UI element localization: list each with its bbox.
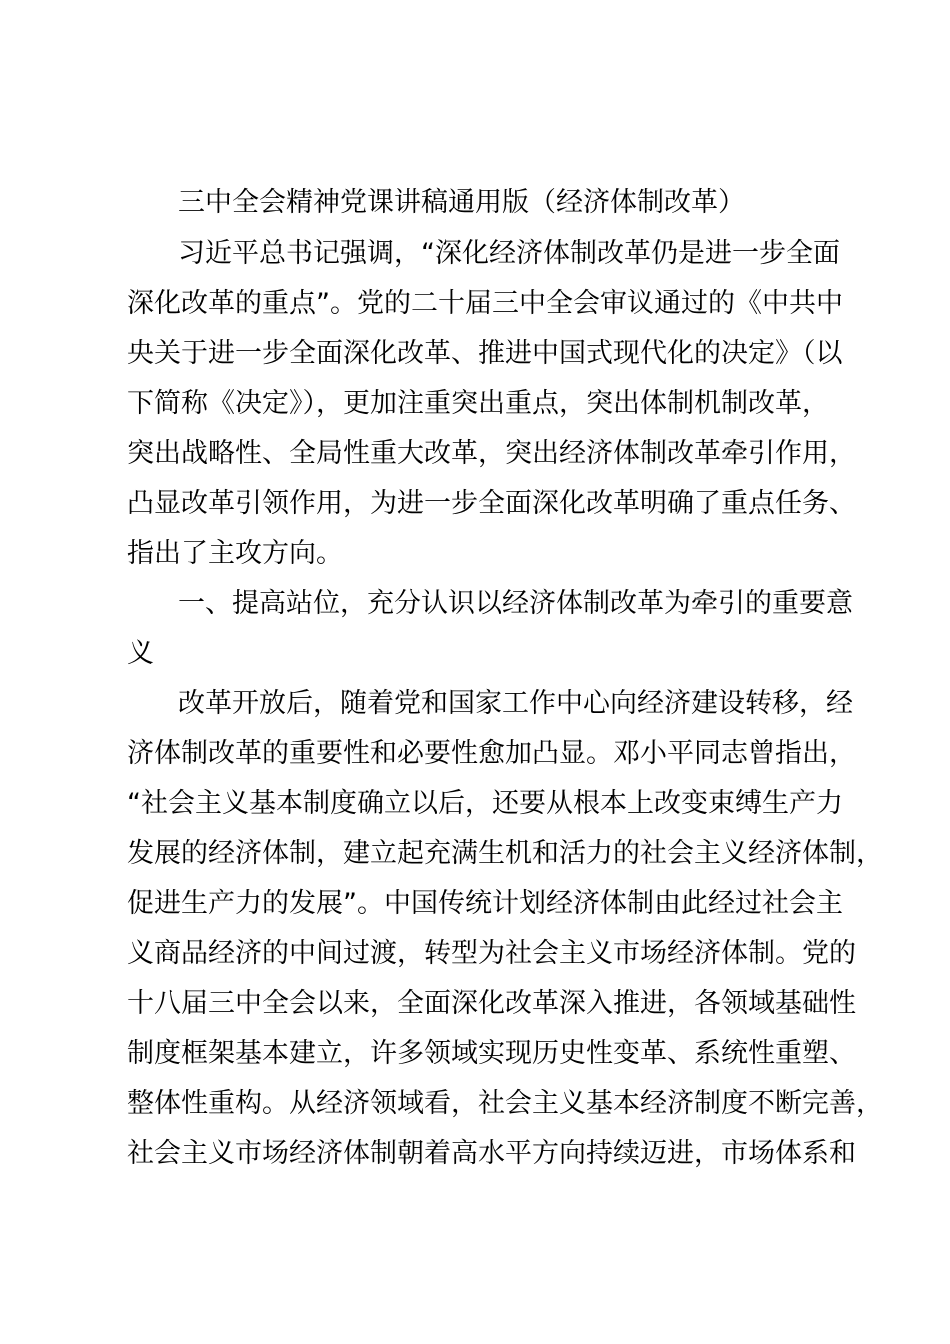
paragraph-line: 促进生产力的发展”。中国传统计划经济体制由此经过社会主 — [127, 888, 843, 919]
paragraph-line: 十八届三中全会以来，全面深化改革深入推进，各领域基础性 — [127, 988, 856, 1019]
paragraph-line: 下简称《决定》），更加注重突出重点，突出体制机制改革， — [127, 388, 829, 419]
paragraph-line: 济体制改革的重要性和必要性愈加凸显。邓小平同志曾指出， — [127, 738, 856, 769]
paragraph-line: 指出了主攻方向。 — [127, 538, 343, 569]
paragraph-line: 央关于进一步全面深化改革、推进中国式现代化的决定》（以 — [127, 338, 843, 369]
paragraph-line: 突出战略性、全局性重大改革，突出经济体制改革牵引作用， — [127, 438, 856, 469]
paragraph-line: 改革开放后，随着党和国家工作中心向经济建设转移，经 — [178, 688, 853, 719]
paragraph-line: 深化改革的重点”。党的二十届三中全会审议通过的《中共中 — [127, 288, 843, 319]
paragraph-line: 制度框架基本建立，许多领域实现历史性变革、系统性重塑、 — [127, 1038, 856, 1069]
paragraph-line: 整体性重构。从经济领域看，社会主义基本经济制度不断完善， — [127, 1088, 883, 1119]
paragraph-line: 社会主义市场经济体制朝着高水平方向持续迈进，市场体系和 — [127, 1138, 856, 1169]
section-heading: 义 — [127, 638, 154, 669]
paragraph-line: 凸显改革引领作用，为进一步全面深化改革明确了重点任务、 — [127, 488, 856, 519]
paragraph-line: “社会主义基本制度确立以后，还要从根本上改变束缚生产力 — [127, 788, 843, 819]
paragraph-line: 义商品经济的中间过渡，转型为社会主义市场经济体制。党的 — [127, 938, 856, 969]
document-title: 三中全会精神党课讲稿通用版（经济体制改革） — [178, 187, 745, 218]
section-heading: 一、提高站位，充分认识以经济体制改革为牵引的重要意 — [178, 588, 853, 619]
paragraph-line: 发展的经济体制，建立起充满生机和活力的社会主义经济体制， — [127, 838, 883, 869]
paragraph-line: 习近平总书记强调，“深化经济体制改革仍是进一步全面 — [178, 238, 840, 269]
